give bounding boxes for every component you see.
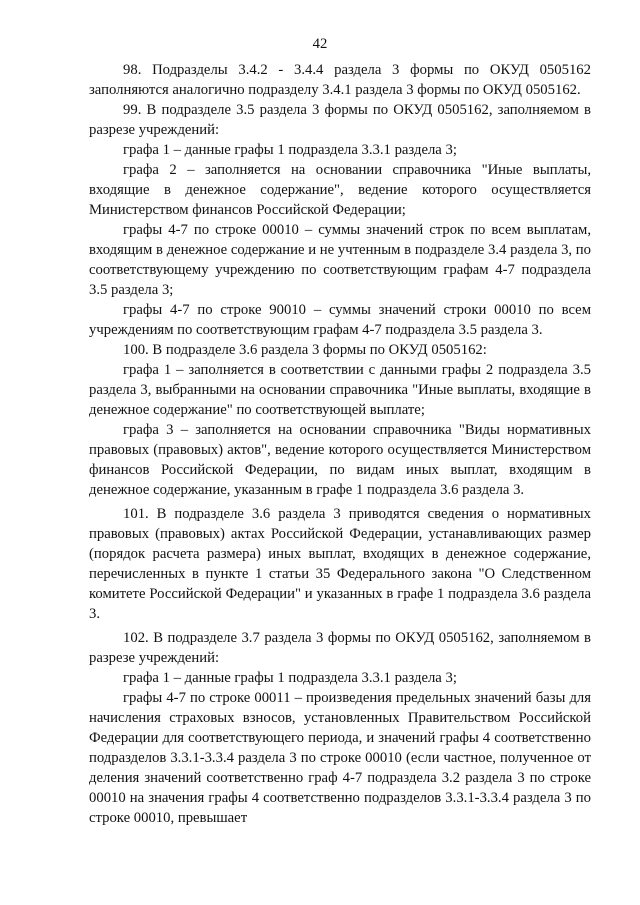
paragraph-102-cols4-7-row00011: графы 4-7 по строке 00011 – произведения предельных значений базы для начисления страховых взносов, установленных Правительством Российской Федерации для соответствующего периода, и значений графы 4 соответственно подразделов 3.3.1-3.3.4 раздела 3 по строке 00010 (если частное, полученное от деления значений соответственно граф 4-7 подраздела 3.2 раздела 3 по строке 00010 на значения графы 4 соответственно подразделов 3.3.1-3.3.4 раздела 3 по строке 00010, превышает <box>89 690 591 826</box>
paragraph-100-col1: графа 1 – заполняется в соответствии с данными графы 2 подраздела 3.5 раздела 3, выбранными на основании справочника "Иные выплаты, входящие в денежное содержание" по соответствующей выплате; <box>89 362 591 418</box>
paragraph-99: 99. В подразделе 3.5 раздела 3 формы по ОКУД 0505162, заполняемом в разрезе учреждений: <box>89 102 591 138</box>
page-number: 42 <box>312 36 328 52</box>
paragraph-99-cols4-7-row90010: графы 4-7 по строке 90010 – суммы значений строки 00010 по всем учреждениям по соответствующим графам 4-7 подраздела 3.5 раздела 3. <box>89 302 591 338</box>
paragraph-102-col1: графа 1 – данные графы 1 подраздела 3.3.1 раздела 3; <box>123 670 457 686</box>
paragraph-100-col3: графа 3 – заполняется на основании справочника "Виды нормативных правовых (правовых) актов", ведение которого осуществляется Министерством финансов Российской Федерации, по видам иных выплат, входящим в денежное содержание, указанным в графе 1 подраздела 3.6 раздела 3. <box>89 422 591 498</box>
paragraph-99-cols4-7-row00010: графы 4-7 по строке 00010 – суммы значений строк по всем выплатам, входящим в денежное содержание и не учтенным в подразделе 3.4 раздела 3, по соответствующему учреждению по соответствующим графам 4-7 подраздела 3.5 раздела 3; <box>89 222 591 298</box>
paragraph-98: 98. Подразделы 3.4.2 - 3.4.4 раздела 3 формы по ОКУД 0505162 заполняются аналогично подразделу 3.4.1 раздела 3 формы по ОКУД 0505162. <box>89 62 591 98</box>
document-body <box>89 60 591 828</box>
paragraph-100: 100. В подразделе 3.6 раздела 3 формы по ОКУД 0505162: <box>123 342 487 358</box>
paragraph-102: 102. В подразделе 3.7 раздела 3 формы по ОКУД 0505162, заполняемом в разрезе учреждений: <box>89 630 591 666</box>
paragraph-101: 101. В подразделе 3.6 раздела 3 приводятся сведения о нормативных правовых (правовых) актах Российской Федерации, устанавливающих размер (порядок расчета размера) иных выплат, входящих в денежное содержание, перечисленных в пункте 1 статьи 35 Федерального закона "О Следственном комитете Российской Федерации" и указанных в графе 1 подраздела 3.6 раздела 3. <box>89 506 591 622</box>
paragraph-99-col2: графа 2 – заполняется на основании справочника "Иные выплаты, входящие в денежное содержание", ведение которого осуществляется Министерством финансов Российской Федерации; <box>89 162 591 218</box>
paragraph-99-col1: графа 1 – данные графы 1 подраздела 3.3.1 раздела 3; <box>123 142 457 158</box>
